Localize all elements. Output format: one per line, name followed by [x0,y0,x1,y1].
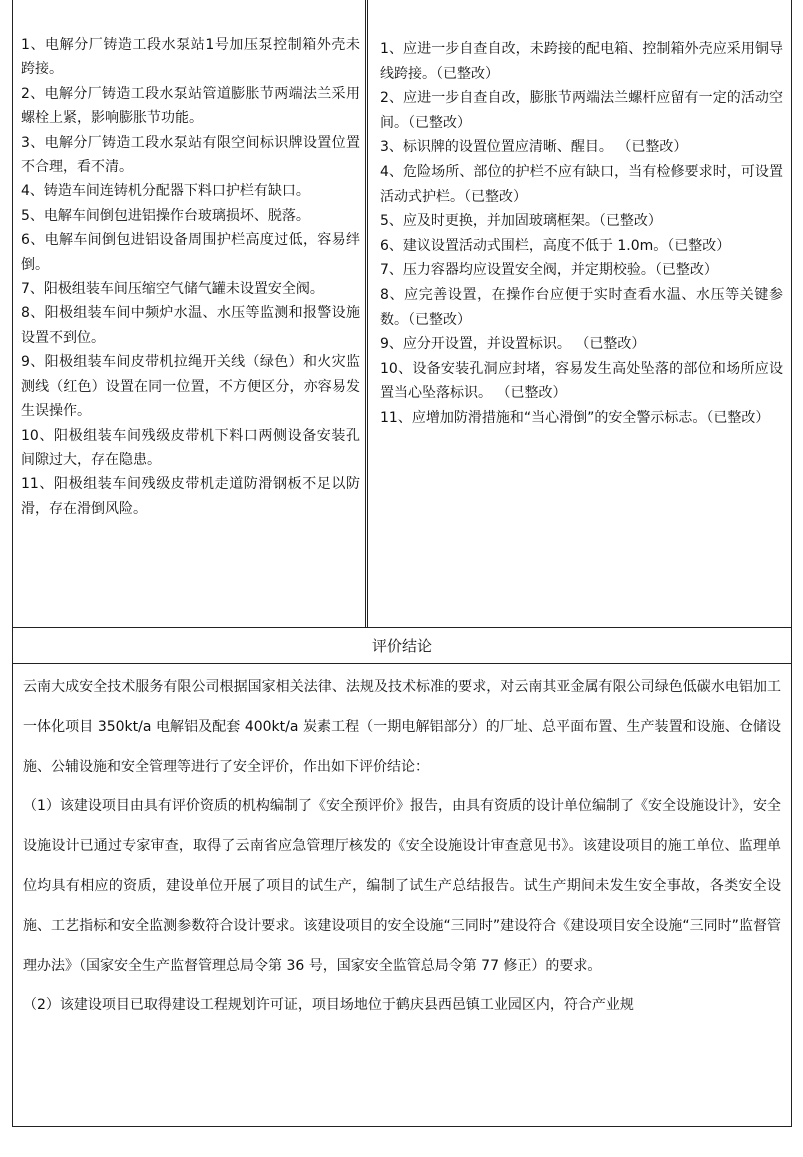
document-table [12,0,792,1127]
problem-item: 11、阳极组装车间残级皮带机走道防滑钢板不足以防滑，存在滑倒风险。 [21,476,360,517]
rectification-item: 4、危险场所、部位的护栏不应有缺口，当有检修要求时，可设置活动式护栏。（已整改） [380,163,783,205]
rectification-item: 5、应及时更换，并加固玻璃框架。（已整改） [380,213,662,230]
problem-item: 9、阳极组装车间皮带机拉绳开关线（绿色）和火灾监测线（红色）设置在同一位置，不方便区分，亦容易发生误操作。 [21,354,360,420]
section-heading: 评价结论 [371,637,432,655]
conclusion-paragraph: 云南大成安全技术服务有限公司根据国家相关法律、法规及技术标准的要求，对云南其亚金属有限公司绿色低碳水电铝加工一体化项目 350kt/a 电解铝及配套 400kt/a 炭素工程（一期电解铝部分）的厂址、总平面布置、生产装置和设施、仓储设施、公辅设施和安全管理等进行了安全评价，作出如下评价结论： [23,679,781,775]
problem-item: 6、电解车间倒包进铝设备周围护栏高度过低，容易绊倒。 [21,232,360,273]
conclusion-paragraph: （2）该建设项目已取得建设工程规划许可证，项目场地位于鹤庆县西邑镇工业园区内，符合产业规 [23,997,634,1014]
rectification-item: 11、应增加防滑措施和“当心滑倒”的安全警示标志。（已整改） [380,409,770,426]
rectification-item: 7、压力容器均应设置安全阀，并定期校验。（已整改） [380,262,718,279]
problem-item: 5、电解车间倒包进铝操作台玻璃损坏、脱落。 [21,207,310,224]
rectification-item: 6、建议设置活动式围栏，高度不低于 1.0m。（已整改） [380,237,731,254]
rectification-item: 8、应完善设置，在操作台应便于实时查看水温、水压等关键参数。（已整改） [380,286,783,328]
findings-row [13,0,791,628]
problem-item: 10、阳极组装车间残级皮带机下料口两侧设备安装孔间隙过大，存在隐患。 [21,427,360,468]
rectification-item: 9、应分开设置，并设置标识。 （已整改） [380,336,646,353]
section-heading-row [13,628,791,664]
problem-item: 8、阳极组装车间中频炉水温、水压等监测和报警设施设置不到位。 [21,305,360,346]
problem-item: 3、电解分厂铸造工段水泵站有限空间标识牌设置位置不合理，看不清。 [21,134,360,176]
problem-item: 7、阳极组装车间压缩空气储气罐未设置安全阀。 [21,281,324,298]
rectification-column [368,0,791,627]
problem-item: 4、铸造车间连铸机分配器下料口护栏有缺口。 [21,183,310,200]
rectification-item: 10、设备安装孔洞应封堵，容易发生高处坠落的部位和场所应设置当心坠落标识。 （已整改） [380,360,783,402]
rectification-item: 3、标识牌的设置位置应清晰、醒目。 （已整改） [380,139,688,156]
rectification-item: 1、应进一步自查自改，未跨接的配电箱、控制箱外壳应采用铜导线跨接。（已整改） [380,41,783,82]
conclusion-paragraph: （1）该建设项目由具有评价资质的机构编制了《安全预评价》报告，由具有资质的设计单位编制了《安全设施设计》，安全设施设计已通过专家审查，取得了云南省应急管理厅核发的《安全设施设计审查意见书》。该建设项目的施工单位、监理单位均具有相应的资质，建设单位开展了项目的试生产，编制了试生产总结报告。试生产期间未发生安全事故，各类安全设施、工艺指标和安全监测参数符合设计要求。该建设项目的安全设施“三同时”建设符合《建设项目安全设施“三同时”监督管理办法》（国家安全生产监督管理总局令第 36 号，国家安全监管总局令第 77 修正）的要求。 [23,798,781,974]
problems-column [13,0,368,627]
conclusion-body [13,664,791,1026]
rectification-item: 2、应进一步自查自改，膨胀节两端法兰螺杆应留有一定的活动空间。（已整改） [380,90,783,131]
problem-item: 2、电解分厂铸造工段水泵站管道膨胀节两端法兰采用螺栓上紧，影响膨胀节功能。 [21,85,360,127]
problem-item: 1、电解分厂铸造工段水泵站1号加压泵控制箱外壳未跨接。 [21,37,360,78]
